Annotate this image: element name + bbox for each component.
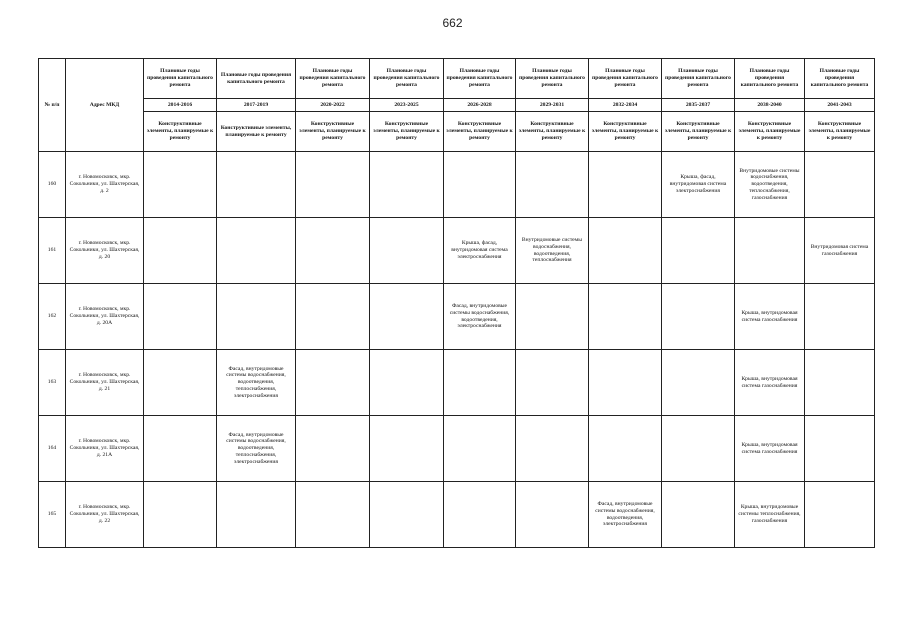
planned-years-header: Плановые годы проведения капитального ремонта bbox=[735, 59, 805, 99]
elements-header: Конструктивные элементы, планируемые к ремонту bbox=[144, 112, 217, 152]
planned-years-header: Плановые годы проведения капитального ремонта bbox=[296, 59, 370, 99]
elements-header: Конструктивные элементы, планируемые к ремонту bbox=[805, 112, 875, 152]
repair-cell bbox=[296, 218, 370, 284]
repair-cell bbox=[296, 152, 370, 218]
repair-cell bbox=[144, 482, 217, 548]
repair-cell: Крыша, внутридомовая система газоснабжения bbox=[735, 416, 805, 482]
repair-cell: Крыша, фасад, внутридомовая система электроснабжения bbox=[444, 218, 516, 284]
row-address: г. Новомосковск, мкр. Сокольники, ул. Шахтерская, д. 22 bbox=[66, 482, 144, 548]
repair-cell bbox=[805, 284, 875, 350]
row-address: г. Новомосковск, мкр. Сокольники, ул. Шахтерская, д. 2 bbox=[66, 152, 144, 218]
repair-cell bbox=[144, 284, 217, 350]
planned-years-header: Плановые годы проведения капитального ремонта bbox=[805, 59, 875, 99]
row-address: г. Новомосковск, мкр. Сокольники, ул. Шахтерская, д. 20А bbox=[66, 284, 144, 350]
row-number: 165 bbox=[39, 482, 66, 548]
page-number: 662 bbox=[442, 16, 463, 30]
planned-years-header: Плановые годы проведения капитального ремонта bbox=[370, 59, 444, 99]
table-row bbox=[39, 284, 875, 350]
period-header: 2020-2022 bbox=[296, 99, 370, 112]
planned-years-header: Плановые годы проведения капитального ремонта bbox=[144, 59, 217, 99]
repair-cell bbox=[444, 482, 516, 548]
row-number: 160 bbox=[39, 152, 66, 218]
repair-cell bbox=[589, 152, 662, 218]
repair-cell bbox=[805, 416, 875, 482]
period-header: 2035-2037 bbox=[662, 99, 735, 112]
repair-cell bbox=[370, 482, 444, 548]
planned-years-header: Плановые годы проведения капитального ремонта bbox=[662, 59, 735, 99]
elements-header: Конструктивные элементы, планируемые к ремонту bbox=[444, 112, 516, 152]
repair-cell bbox=[296, 416, 370, 482]
elements-header: Конструктивные элементы, планируемые к ремонту bbox=[370, 112, 444, 152]
repair-cell bbox=[589, 416, 662, 482]
repair-cell bbox=[296, 284, 370, 350]
repair-cell bbox=[516, 482, 589, 548]
repair-cell bbox=[217, 482, 296, 548]
repair-cell bbox=[589, 350, 662, 416]
elements-header: Конструктивные элементы, планируемые к ремонту bbox=[516, 112, 589, 152]
period-header: 2038-2040 bbox=[735, 99, 805, 112]
repair-cell bbox=[370, 284, 444, 350]
repair-cell bbox=[296, 350, 370, 416]
planned-years-header: Плановые годы проведения капитального ремонта bbox=[516, 59, 589, 99]
table-row bbox=[39, 416, 875, 482]
repair-cell bbox=[444, 152, 516, 218]
header-row-elements bbox=[39, 112, 875, 152]
repair-cell bbox=[662, 416, 735, 482]
repair-cell: Фасад, внутридомовые системы водоснабжения, водоотведения, теплоснабжения, электроснабжения bbox=[217, 416, 296, 482]
repair-cell bbox=[370, 218, 444, 284]
repair-cell bbox=[805, 350, 875, 416]
period-header: 2032-2034 bbox=[589, 99, 662, 112]
repair-cell bbox=[217, 284, 296, 350]
repair-cell bbox=[516, 416, 589, 482]
repair-cell bbox=[144, 152, 217, 218]
repair-cell bbox=[144, 218, 217, 284]
repair-cell bbox=[144, 416, 217, 482]
elements-header: Конструктивные элементы, планируемые к ремонту bbox=[217, 112, 296, 152]
repair-cell bbox=[589, 284, 662, 350]
elements-header: Конструктивные элементы, планируемые к ремонту bbox=[589, 112, 662, 152]
repair-cell: Крыша, внутридомовая система газоснабжения bbox=[735, 284, 805, 350]
repair-cell bbox=[662, 218, 735, 284]
row-number: 163 bbox=[39, 350, 66, 416]
period-header: 2017-2019 bbox=[217, 99, 296, 112]
repair-cell bbox=[217, 218, 296, 284]
row-number: 161 bbox=[39, 218, 66, 284]
capital-repair-schedule-table bbox=[38, 58, 875, 548]
repair-cell bbox=[516, 284, 589, 350]
table-row bbox=[39, 152, 875, 218]
planned-years-header: Плановые годы проведения капитального ремонта bbox=[217, 59, 296, 99]
num-column-header: № п/п bbox=[39, 59, 66, 152]
row-number: 164 bbox=[39, 416, 66, 482]
period-header: 2029-2031 bbox=[516, 99, 589, 112]
period-header: 2041-2043 bbox=[805, 99, 875, 112]
repair-cell bbox=[735, 218, 805, 284]
repair-cell bbox=[805, 482, 875, 548]
address-column-header: Адрес МКД bbox=[66, 59, 144, 152]
repair-cell bbox=[370, 416, 444, 482]
row-address: г. Новомосковск, мкр. Сокольники, ул. Шахтерская, д. 20 bbox=[66, 218, 144, 284]
repair-cell: Крыша, фасад, внутридомовая система электроснабжения bbox=[662, 152, 735, 218]
repair-cell bbox=[444, 350, 516, 416]
row-number: 162 bbox=[39, 284, 66, 350]
repair-cell bbox=[296, 482, 370, 548]
repair-cell bbox=[662, 350, 735, 416]
period-header: 2023-2025 bbox=[370, 99, 444, 112]
table-row bbox=[39, 350, 875, 416]
repair-cell: Внутридомовые системы водоснабжения, водоотведения, теплоснабжения bbox=[516, 218, 589, 284]
header-row-periods bbox=[39, 99, 875, 112]
header-row-planned bbox=[39, 59, 875, 99]
repair-cell bbox=[516, 152, 589, 218]
repair-cell bbox=[516, 350, 589, 416]
repair-cell bbox=[370, 350, 444, 416]
repair-cell: Внутридомовые системы водоснабжения, водоотведения, теплоснабжения, газоснабжения bbox=[735, 152, 805, 218]
table-row bbox=[39, 482, 875, 548]
elements-header: Конструктивные элементы, планируемые к ремонту bbox=[296, 112, 370, 152]
repair-cell bbox=[589, 218, 662, 284]
repair-cell bbox=[217, 152, 296, 218]
table-row bbox=[39, 218, 875, 284]
repair-cell bbox=[662, 284, 735, 350]
row-address: г. Новомосковск, мкр. Сокольники, ул. Шахтерская, д. 21 bbox=[66, 350, 144, 416]
period-header: 2026-2028 bbox=[444, 99, 516, 112]
repair-cell: Крыша, внутридомовая система газоснабжения bbox=[735, 350, 805, 416]
repair-cell: Внутридомовая система газоснабжения bbox=[805, 218, 875, 284]
repair-cell: Фасад, внутридомовые системы водоснабжения, водоотведения, теплоснабжения, электроснабжения bbox=[217, 350, 296, 416]
row-address: г. Новомосковск, мкр. Сокольники, ул. Шахтерская, д. 21А bbox=[66, 416, 144, 482]
period-header: 2014-2016 bbox=[144, 99, 217, 112]
repair-cell bbox=[662, 482, 735, 548]
repair-cell bbox=[370, 152, 444, 218]
elements-header: Конструктивные элементы, планируемые к ремонту bbox=[735, 112, 805, 152]
elements-header: Конструктивные элементы, планируемые к ремонту bbox=[662, 112, 735, 152]
planned-years-header: Плановые годы проведения капитального ремонта bbox=[444, 59, 516, 99]
planned-years-header: Плановые годы проведения капитального ремонта bbox=[589, 59, 662, 99]
repair-cell bbox=[444, 416, 516, 482]
repair-cell: Фасад, внутридомовые системы водоснабжения, водоотведения, электроснабжения bbox=[589, 482, 662, 548]
repair-cell: Крыша, внутридомовые системы теплоснабжения, газоснабжения bbox=[735, 482, 805, 548]
repair-cell: Фасад, внутридомовые системы водоснабжения, водоотведения, электроснабжения bbox=[444, 284, 516, 350]
repair-cell bbox=[805, 152, 875, 218]
repair-cell bbox=[144, 350, 217, 416]
